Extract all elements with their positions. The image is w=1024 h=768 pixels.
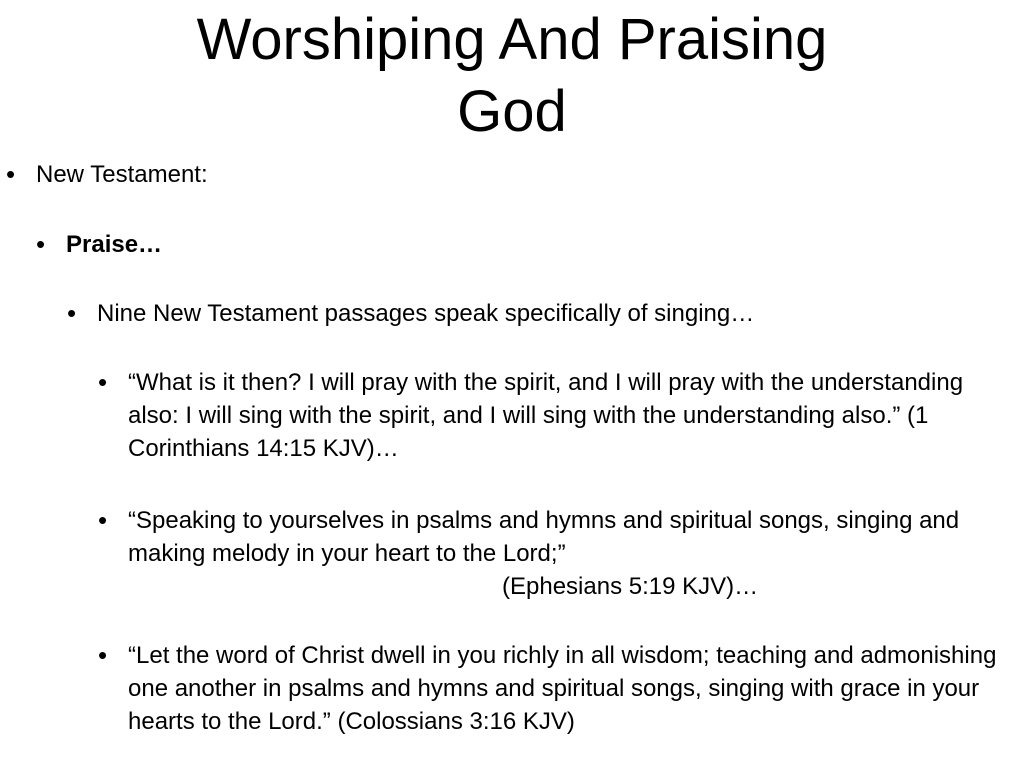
slide-title (60, 4, 964, 148)
slide-title-line-2: God (457, 79, 567, 144)
bullet-nine-passages (67, 297, 1017, 330)
bullet-text: Praise… (66, 231, 163, 258)
slide-title-line-1: Worshiping And Praising (196, 7, 828, 72)
bullet-text: “What is it then? I will pray with the spirit, and I will pray with the understanding also: I will sing with the spirit, and I will sing with the understanding also.” (1 Corinthians 14:15 KJV)… (128, 369, 964, 462)
bullet-reference: (Ephesians 5:19 KJV)… (502, 573, 759, 600)
bullet-dot-icon: • (67, 298, 77, 328)
bullet-dot-icon: • (98, 640, 108, 670)
bullet-text: Nine New Testament passages speak specifically of singing… (97, 300, 755, 327)
bullet-dot-icon: • (6, 159, 16, 189)
bullet-new-testament (6, 158, 996, 191)
bullet-dot-icon: • (98, 367, 108, 397)
bullet-text: New Testament: (36, 161, 208, 188)
bullet-text: “Let the word of Christ dwell in you richly in all wisdom; teaching and admonishing one another in psalms and hymns and spiritual songs, singing with grace in your hearts to the Lord.” (Colossians 3:16 KJV) (128, 642, 997, 735)
bullet-quote-1-corinthians (98, 366, 1020, 465)
bullet-dot-icon: • (36, 229, 46, 259)
bullet-quote-colossians (98, 639, 1020, 738)
bullet-praise (36, 228, 996, 261)
bullet-text: “Speaking to yourselves in psalms and hymns and spiritual songs, singing and making melody in your heart to the Lord;” (128, 507, 960, 567)
bullet-dot-icon: • (98, 505, 108, 535)
bullet-quote-ephesians (98, 504, 1020, 603)
